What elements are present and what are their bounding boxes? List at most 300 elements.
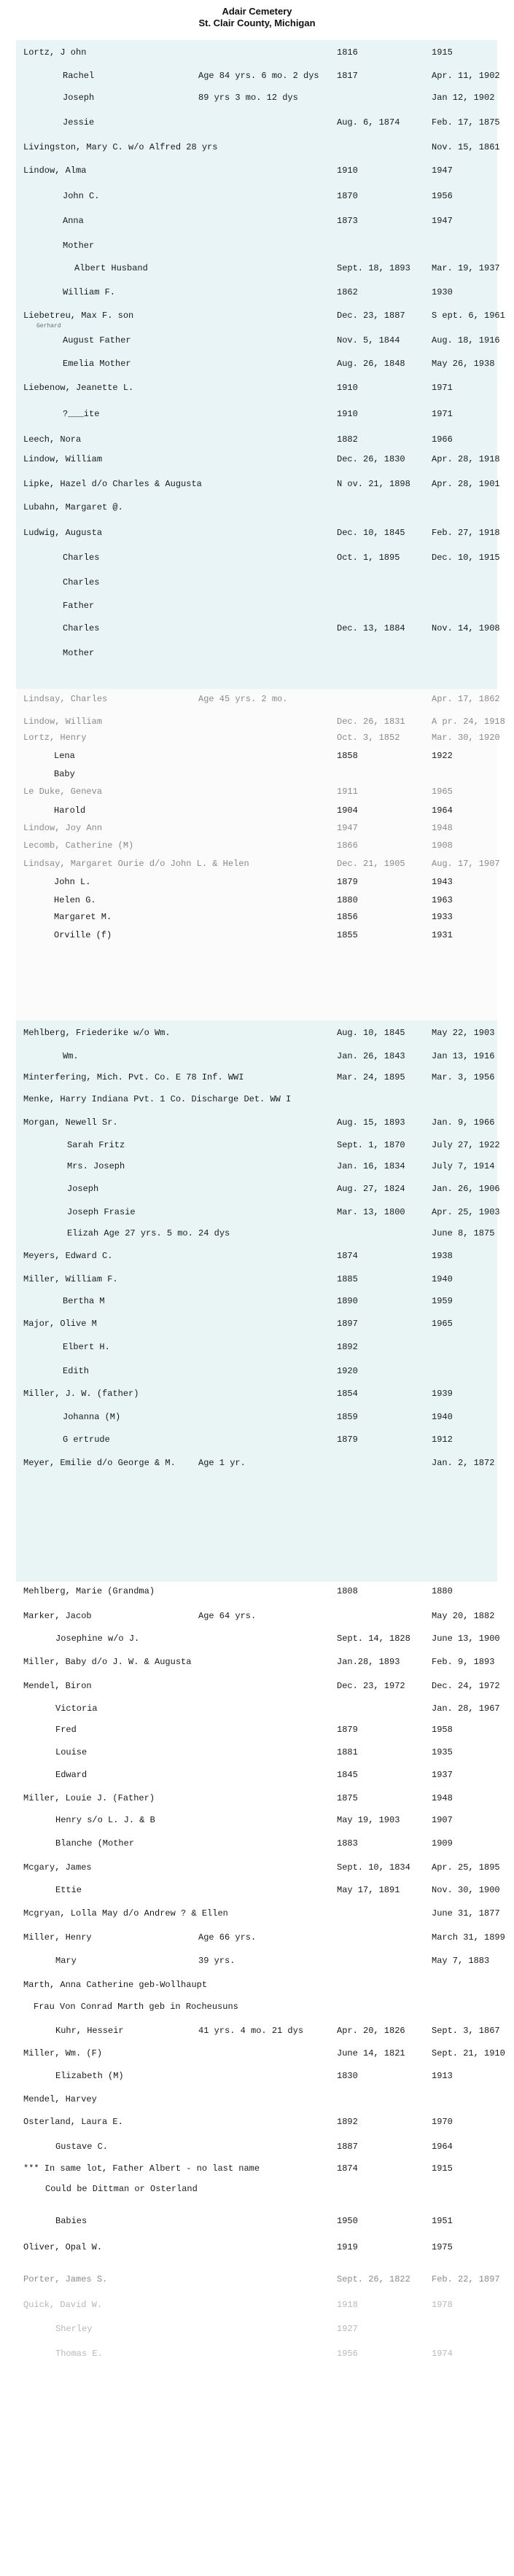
record-row (23, 623, 500, 641)
record-row (23, 1458, 495, 1475)
record-birth: May 17, 1891 (337, 1885, 400, 1895)
record-birth: 1830 (337, 2071, 358, 2081)
record-birth: Sept. 26, 1822 (337, 2274, 410, 2284)
record-row (23, 717, 505, 734)
record-row (23, 1980, 490, 1997)
record-row (23, 769, 490, 787)
record-name: John C. (63, 191, 100, 201)
record-death: June 31, 1877 (432, 1908, 500, 1919)
record-row (23, 1342, 490, 1359)
record-row (23, 1228, 495, 1246)
record-death: Jan 12, 1902 (432, 93, 495, 103)
record-row (23, 1586, 490, 1604)
record-name: Quick, David W. (23, 2300, 103, 2310)
record-birth: 1862 (337, 287, 358, 297)
record-name: Mary (55, 1956, 77, 1966)
record-death: 1915 (432, 47, 453, 58)
record-death: 1940 (432, 1274, 453, 1284)
record-death: Apr. 11, 1902 (432, 71, 500, 81)
record-row (23, 335, 500, 353)
record-row (23, 479, 500, 496)
record-name: Edith (63, 1366, 90, 1376)
record-name: August Father (63, 335, 131, 346)
record-birth: 1887 (337, 2142, 358, 2152)
record-name: Joseph Frasie (67, 1207, 136, 1217)
handwritten-annotation: Gerhard (36, 323, 61, 329)
record-row (23, 191, 490, 208)
record-row (23, 1296, 490, 1314)
record-birth: 1879 (337, 1435, 358, 1445)
record-death: Nov. 15, 1861 (432, 142, 500, 152)
record-name: Gustave C. (55, 2142, 109, 2152)
record-death: 1943 (432, 877, 453, 887)
record-row (23, 823, 490, 840)
record-name: Kuhr, Hesseir (55, 2026, 124, 2036)
record-birth: 1866 (337, 840, 358, 851)
record-row (23, 733, 500, 750)
record-birth: Dec. 13, 1884 (337, 623, 405, 633)
record-name: Marker, Jacob (23, 1611, 92, 1621)
record-death: 1912 (432, 1435, 453, 1445)
record-row (23, 409, 490, 426)
record-name: Harold (54, 805, 86, 816)
record-row (23, 1932, 505, 1950)
record-row (23, 1681, 500, 1698)
record-death: 1909 (432, 1838, 453, 1849)
record-birth: Aug. 27, 1824 (337, 1184, 405, 1194)
record-row (23, 1725, 490, 1742)
record-name: Miller, William F. (23, 1274, 118, 1284)
record-page-2 (16, 689, 505, 1020)
record-row (23, 2026, 500, 2043)
record-name: Mrs. Joseph (67, 1161, 125, 1171)
record-birth: Mar. 24, 1895 (337, 1072, 405, 1082)
record-row (23, 71, 500, 88)
record-death: Sept. 3, 1867 (432, 2026, 500, 2036)
record-name: Porter, James S. (23, 2274, 108, 2284)
record-death: July 7, 1914 (432, 1161, 495, 1171)
record-birth: 1882 (337, 434, 358, 445)
record-birth: Aug. 10, 1845 (337, 1028, 405, 1038)
record-name: Liebenow, Jeanette L. (23, 383, 134, 393)
record-row (23, 553, 500, 570)
record-death: May 22, 1903 (432, 1028, 495, 1038)
record-name: Mehlberg, Friederike w/o Wm. (23, 1028, 171, 1038)
record-name: Menke, Harry Indiana Pvt. 1 Co. Discharge Det. WW I (23, 1094, 292, 1104)
record-row (23, 1908, 500, 1926)
record-birth: 1892 (337, 1342, 358, 1352)
record-death: 1939 (432, 1389, 453, 1399)
record-row (23, 1611, 495, 1628)
record-row (23, 1747, 490, 1765)
record-birth: 1910 (337, 383, 358, 393)
record-name: Lindow, William (23, 717, 103, 727)
record-name: Frau Von Conrad Marth geb in Rocheusuns (34, 2002, 238, 2012)
record-name: Lortz, J ohn (23, 47, 87, 58)
record-row (23, 2142, 490, 2159)
page-title: Adair Cemetery (222, 6, 292, 17)
record-name: Baby (54, 769, 75, 779)
record-row (23, 1657, 495, 1674)
record-name: Mother (63, 241, 95, 251)
record-death: May 26, 1938 (432, 359, 495, 369)
record-row (23, 694, 500, 711)
record-row (23, 287, 490, 305)
record-death: Feb. 22, 1897 (432, 2274, 500, 2284)
record-death: June 13, 1900 (432, 1634, 500, 1644)
record-row (23, 1251, 490, 1268)
record-death: 1965 (432, 787, 453, 797)
record-birth: 1910 (337, 165, 358, 176)
record-birth: Sept. 18, 1893 (337, 263, 410, 273)
record-name: Louise (55, 1747, 87, 1757)
record-page-1 (16, 40, 505, 689)
record-name: Sarah Fritz (67, 1140, 125, 1150)
record-age: Age 1 yr. (198, 1458, 246, 1468)
record-row (23, 2094, 490, 2112)
record-row (23, 1207, 500, 1225)
record-name: Fred (55, 1725, 77, 1735)
record-row (23, 840, 490, 858)
record-name: Mother (63, 648, 95, 658)
record-name: Ludwig, Augusta (23, 528, 103, 538)
record-death: Feb. 9, 1893 (432, 1657, 495, 1667)
record-name: Lortz, Henry (23, 733, 87, 743)
record-death: Sept. 21, 1910 (432, 2048, 505, 2058)
record-name: Miller, J. W. (father) (23, 1389, 139, 1399)
record-death: 1951 (432, 2216, 453, 2226)
record-birth: 1845 (337, 1770, 358, 1780)
record-row (23, 1956, 490, 1973)
record-name: Father (63, 601, 95, 611)
record-death: 1933 (432, 912, 453, 922)
record-birth: 1879 (337, 877, 358, 887)
record-death: 1975 (432, 2242, 453, 2252)
record-name: Mehlberg, Marie (Grandma) (23, 1586, 155, 1596)
record-death: 1970 (432, 2117, 453, 2127)
record-birth: 1875 (337, 1793, 358, 1803)
record-death: May 20, 1882 (432, 1611, 495, 1621)
record-name: Anna (63, 216, 84, 226)
record-row (23, 2071, 490, 2088)
record-name: Bertha M (63, 1296, 105, 1306)
record-death: 1948 (432, 823, 453, 833)
record-death: 1974 (432, 2349, 453, 2359)
record-name: Lecomb, Catherine (M) (23, 840, 134, 851)
record-name: Mendel, Biron (23, 1681, 92, 1691)
record-name: Ettie (55, 1885, 82, 1895)
record-death: Jan 13, 1916 (432, 1051, 495, 1061)
record-row (23, 528, 500, 545)
record-death: 1880 (432, 1586, 453, 1596)
record-row (23, 93, 495, 110)
record-death: 1978 (432, 2300, 453, 2310)
record-row (23, 1838, 490, 1856)
record-death: 1948 (432, 1793, 453, 1803)
record-death: 1931 (432, 930, 453, 940)
record-death: Apr. 25, 1903 (432, 1207, 500, 1217)
record-birth: Mar. 13, 1800 (337, 1207, 405, 1217)
record-row (23, 263, 500, 281)
record-death: 1959 (432, 1296, 453, 1306)
record-name: Lipke, Hazel d/o Charles & Augusta (23, 479, 202, 489)
record-death: A pr. 24, 1918 (432, 717, 505, 727)
record-name: Mcgryan, Lolla May d/o Andrew ? & Ellen (23, 1908, 228, 1919)
record-death: 1922 (432, 751, 453, 761)
record-birth: 1918 (337, 2300, 358, 2310)
record-name: Osterland, Laura E. (23, 2117, 123, 2127)
record-birth: Jan.28, 1893 (337, 1657, 400, 1667)
record-death: 1958 (432, 1725, 453, 1735)
record-name: Joseph (67, 1184, 99, 1194)
record-name: John L. (54, 877, 91, 887)
record-name: Meyer, Emilie d/o George & M. (23, 1458, 176, 1468)
record-row (23, 1412, 490, 1429)
record-row (23, 577, 490, 595)
record-row (23, 2274, 500, 2292)
record-name: Edward (55, 1770, 87, 1780)
record-death: Nov. 14, 1908 (432, 623, 500, 633)
record-name: Blanche (Mother (55, 1838, 135, 1849)
record-name: Sherley (55, 2324, 93, 2334)
record-name: Joseph (63, 93, 95, 103)
record-name: Lindsay, Margaret Ourie d/o John L. & Helen (23, 859, 249, 869)
record-birth: 1883 (337, 1838, 358, 1849)
record-name: Morgan, Newell Sr. (23, 1117, 118, 1128)
record-row (23, 2216, 490, 2233)
record-death: Mar. 30, 1920 (432, 733, 500, 743)
record-name: Emelia Mother (63, 359, 131, 369)
record-birth: 1919 (337, 2242, 358, 2252)
record-row (23, 2163, 490, 2181)
record-death: 1930 (432, 287, 453, 297)
record-birth: 1910 (337, 409, 358, 419)
record-name: Helen G. (54, 895, 96, 905)
record-death: Apr. 28, 1918 (432, 454, 500, 464)
record-death: 1964 (432, 805, 453, 816)
record-birth: 1870 (337, 191, 358, 201)
record-name: Victoria (55, 1703, 98, 1714)
record-name: Elbert H. (63, 1342, 110, 1352)
record-age: Age 45 yrs. 2 mo. (198, 694, 288, 704)
record-name: Liebetreu, Max F. son (23, 311, 134, 321)
record-name: Rachel (63, 71, 95, 81)
record-row (23, 1028, 495, 1045)
record-birth: N ov. 21, 1898 (337, 479, 410, 489)
record-birth: 1879 (337, 1725, 358, 1735)
record-birth: Oct. 3, 1852 (337, 733, 400, 743)
record-row (23, 117, 500, 135)
record-birth: 1873 (337, 216, 358, 226)
record-row (23, 311, 505, 328)
record-death: March 31, 1899 (432, 1932, 505, 1943)
record-row (23, 1885, 500, 1902)
record-name: Orville (f) (54, 930, 112, 940)
record-birth: Jan. 26, 1843 (337, 1051, 405, 1061)
record-row (23, 1815, 490, 1833)
record-name: Josephine w/o J. (55, 1634, 140, 1644)
record-name: Major, Olive M (23, 1319, 97, 1329)
record-birth: 1856 (337, 912, 358, 922)
record-birth: 1816 (337, 47, 358, 58)
record-age: 89 yrs 3 mo. 12 dys (198, 93, 298, 103)
record-row (23, 1319, 490, 1336)
record-birth: Dec. 23, 1972 (337, 1681, 405, 1691)
record-name: Babies (55, 2216, 87, 2226)
record-death: June 8, 1875 (432, 1228, 495, 1238)
record-death: 1971 (432, 409, 453, 419)
record-death: 1938 (432, 1251, 453, 1261)
record-age: 41 yrs. 4 mo. 21 dys (198, 2026, 304, 2036)
record-death: 1935 (432, 1747, 453, 1757)
record-row (23, 142, 500, 160)
record-name: Meyers, Edward C. (23, 1251, 113, 1261)
record-row (23, 2048, 505, 2066)
record-row (23, 1161, 495, 1179)
record-death: Jan. 2, 1872 (432, 1458, 495, 1468)
record-birth: Apr. 20, 1826 (337, 2026, 405, 2036)
record-row (23, 1184, 500, 1201)
record-row (23, 241, 490, 258)
record-row (23, 383, 490, 400)
record-birth: 1855 (337, 930, 358, 940)
record-row (23, 434, 490, 452)
record-name: *** In same lot, Father Albert - no last name (23, 2163, 260, 2174)
record-row (23, 1366, 490, 1383)
record-row (23, 2324, 490, 2341)
record-birth: Oct. 1, 1895 (337, 553, 400, 563)
record-row (23, 859, 500, 876)
record-row (23, 912, 490, 929)
record-birth: Aug. 15, 1893 (337, 1117, 405, 1128)
record-birth: 1858 (337, 751, 358, 761)
record-name: Charles (63, 553, 100, 563)
record-birth: Dec. 26, 1831 (337, 717, 405, 727)
record-birth: 1885 (337, 1274, 358, 1284)
record-birth: 1808 (337, 1586, 358, 1596)
record-birth: 1880 (337, 895, 358, 905)
record-death: 1947 (432, 165, 453, 176)
record-name: Lubahn, Margaret @. (23, 502, 123, 512)
record-row (23, 47, 490, 65)
record-death: 1907 (432, 1815, 453, 1825)
record-birth: 1874 (337, 1251, 358, 1261)
record-name: Lena (54, 751, 75, 761)
record-birth: 1881 (337, 1747, 358, 1757)
record-name: William F. (63, 287, 116, 297)
record-death: Mar. 3, 1956 (432, 1072, 495, 1082)
record-birth: 1950 (337, 2216, 358, 2226)
record-row (23, 930, 490, 948)
record-name: Wm. (63, 1051, 79, 1061)
record-death: 1908 (432, 840, 453, 851)
record-name: Lindsay, Charles (23, 694, 108, 704)
record-death: July 27, 1922 (432, 1140, 500, 1150)
record-row (23, 1703, 500, 1721)
record-name: Elizabeth (M) (55, 2071, 124, 2081)
record-name: Charles (63, 577, 100, 588)
record-death: 1964 (432, 2142, 453, 2152)
record-row (23, 787, 490, 804)
record-page-3 (16, 1020, 500, 1582)
record-name: Marth, Anna Catherine geb-Wollhaupt (23, 1980, 208, 1990)
record-name: Henry s/o L. J. & B (55, 1815, 155, 1825)
record-name: Could be Dittman or Osterland (45, 2184, 198, 2194)
record-row (23, 895, 490, 913)
record-name: Lindow, William (23, 454, 103, 464)
record-death: Jan. 26, 1906 (432, 1184, 500, 1194)
record-row (23, 2002, 490, 2019)
record-row (23, 1117, 495, 1135)
record-birth: 1817 (337, 71, 358, 81)
record-row (23, 216, 490, 233)
record-name: Miller, Henry (23, 1932, 92, 1943)
record-row (23, 877, 490, 894)
record-death: Dec. 10, 1915 (432, 553, 500, 563)
record-birth: 1911 (337, 787, 358, 797)
record-death: Jan. 28, 1967 (432, 1703, 500, 1714)
record-death: Apr. 17, 1862 (432, 694, 500, 704)
record-birth: Sept. 14, 1828 (337, 1634, 410, 1644)
record-birth: 1854 (337, 1389, 358, 1399)
record-row (23, 1051, 495, 1069)
record-row (23, 1793, 490, 1811)
record-birth: 1897 (337, 1319, 358, 1329)
record-row (23, 165, 490, 183)
record-row (23, 1389, 490, 1406)
record-death: Apr. 25, 1895 (432, 1862, 500, 1873)
record-name: Elizah Age 27 yrs. 5 mo. 24 dys (67, 1228, 230, 1238)
record-name: Lindow, Alma (23, 165, 87, 176)
record-age: Age 66 yrs. (198, 1932, 257, 1943)
record-death: May 7, 1883 (432, 1956, 490, 1966)
record-death: Nov. 30, 1900 (432, 1885, 500, 1895)
record-death: Aug. 17, 1907 (432, 859, 500, 869)
record-row (23, 1435, 490, 1452)
record-birth: May 19, 1903 (337, 1815, 400, 1825)
record-row (23, 2184, 490, 2201)
record-death: S ept. 6, 1961 (432, 311, 505, 321)
record-death: 1913 (432, 2071, 453, 2081)
record-birth: Sept. 1, 1870 (337, 1140, 405, 1150)
record-row (23, 1072, 495, 1090)
record-row (23, 454, 500, 472)
record-name: Albert Husband (74, 263, 148, 273)
record-birth: Dec. 26, 1830 (337, 454, 405, 464)
record-name: Mcgary, James (23, 1862, 92, 1873)
record-row (23, 1094, 490, 1112)
record-birth: 1956 (337, 2349, 358, 2359)
record-row (23, 1634, 500, 1651)
record-death: Dec. 24, 1972 (432, 1681, 500, 1691)
record-name: Miller, Baby d/o J. W. & Augusta (23, 1657, 192, 1667)
record-name: ?___ite (63, 409, 100, 419)
record-birth: 1892 (337, 2117, 358, 2127)
record-birth: 1904 (337, 805, 358, 816)
record-death: Jan. 9, 1966 (432, 1117, 495, 1128)
record-death: 1947 (432, 216, 453, 226)
record-death: 1937 (432, 1770, 453, 1780)
record-name: Leech, Nora (23, 434, 82, 445)
record-name: Johanna (M) (63, 1412, 121, 1422)
record-birth: Sept. 10, 1834 (337, 1862, 410, 1873)
record-birth: 1874 (337, 2163, 358, 2174)
record-birth: 1947 (337, 823, 358, 833)
record-name: Le Duke, Geneva (23, 787, 103, 797)
record-row (23, 805, 490, 823)
record-row (23, 1274, 490, 1292)
record-birth: 1859 (337, 1412, 358, 1422)
